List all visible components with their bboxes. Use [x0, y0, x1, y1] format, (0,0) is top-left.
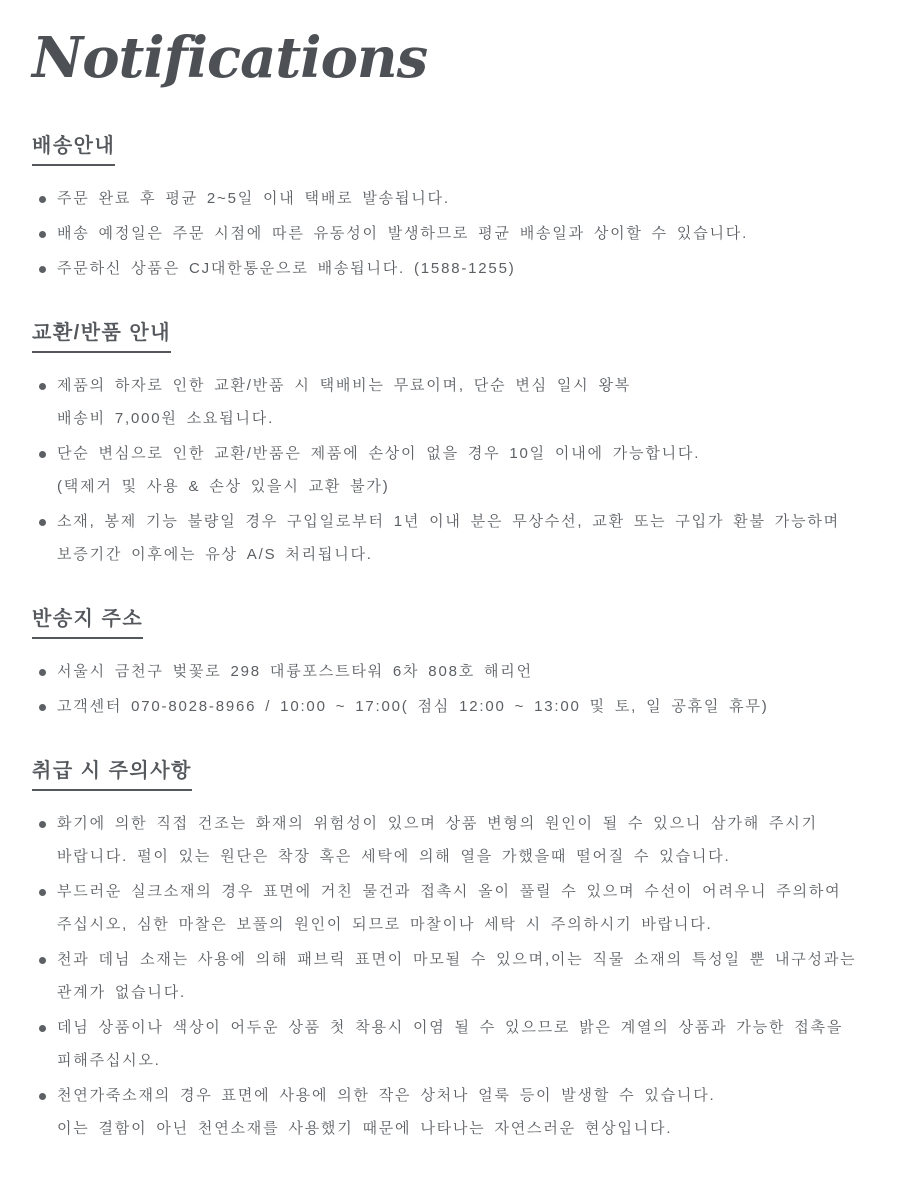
bullet-dot-icon	[39, 889, 46, 896]
text-line: 단순 변심으로 인한 교환/반품은 제품에 손상이 없을 경우 10일 이내에 가능합니다.	[57, 445, 701, 462]
bullet-text	[57, 943, 868, 1009]
bullet-dot-icon	[39, 266, 46, 273]
bullet-list	[32, 807, 868, 1145]
text-line: 소재, 봉제 기능 불량일 경우 구입일로부터 1년 이내 분은 무상수선, 교환 또는 구입가 환불 가능하며	[57, 513, 840, 530]
bullet-list	[32, 182, 868, 285]
list-item	[32, 943, 868, 1009]
text-line: 피해주십시오.	[57, 1052, 161, 1069]
bullet-text	[57, 807, 868, 873]
bullet-list	[32, 655, 868, 723]
bullet-dot-icon	[39, 821, 46, 828]
list-item	[32, 1011, 868, 1077]
bullet-dot-icon	[39, 957, 46, 964]
list-item	[32, 655, 868, 688]
bullet-text	[57, 369, 868, 435]
text-line: 바랍니다. 펄이 있는 원단은 착장 혹은 세탁에 의해 열을 가했을때 떨어질 수 있습니다.	[57, 848, 731, 865]
bullet-text	[57, 252, 868, 285]
text-line: 부드러운 실크소재의 경우 표면에 거친 물건과 접촉시 올이 풀릴 수 있으며 수선이 어려우니 주의하여	[57, 883, 842, 900]
list-item	[32, 437, 868, 503]
list-item	[32, 217, 868, 250]
bullet-text	[57, 182, 868, 215]
bullet-text	[57, 1079, 868, 1145]
text-line: 고객센터 070-8028-8966 / 10:00 ~ 17:00( 점심 12:00 ~ 13:00 및 토, 일 공휴일 휴무)	[57, 698, 769, 715]
text-line: 화기에 의한 직접 건조는 화재의 위험성이 있으며 상품 변형의 원인이 될 수 있으니 삼가해 주시기	[57, 815, 818, 832]
bullet-dot-icon	[39, 1093, 46, 1100]
section-title-return-address: 반송지 주소	[32, 607, 143, 639]
text-line: 보증기간 이후에는 유상 A/S 처리됩니다.	[57, 546, 373, 563]
text-line: 천과 데님 소재는 사용에 의해 패브릭 표면이 마모될 수 있으며,이는 직물 소재의 특성일 뿐 내구성과는	[57, 951, 857, 968]
section-handling-precautions	[32, 759, 868, 1145]
section-title-shipping: 배송안내	[32, 134, 115, 166]
bullet-text	[57, 1011, 868, 1077]
bullet-text	[57, 217, 868, 250]
text-line: 이는 결함이 아닌 천연소재를 사용했기 때문에 나타나는 자연스러운 현상입니다.	[57, 1120, 673, 1137]
text-line: 주문 완료 후 평균 2~5일 이내 택배로 발송됩니다.	[57, 190, 450, 207]
bullet-text	[57, 655, 868, 688]
bullet-text	[57, 437, 868, 503]
bullet-dot-icon	[39, 519, 46, 526]
section-exchange-return	[32, 321, 868, 571]
list-item	[32, 875, 868, 941]
text-line: 배송비 7,000원 소요됩니다.	[57, 410, 275, 427]
list-item	[32, 807, 868, 873]
list-item	[32, 690, 868, 723]
bullet-dot-icon	[39, 704, 46, 711]
section-return-address	[32, 607, 868, 723]
text-line: (택제거 및 사용 & 손상 있을시 교환 불가)	[57, 478, 390, 495]
bullet-dot-icon	[39, 231, 46, 238]
list-item	[32, 1079, 868, 1145]
section-title-handling-precautions: 취급 시 주의사항	[32, 759, 192, 791]
bullet-dot-icon	[39, 451, 46, 458]
section-shipping	[32, 134, 868, 285]
bullet-dot-icon	[39, 669, 46, 676]
bullet-list	[32, 369, 868, 571]
bullet-text	[57, 690, 868, 723]
bullet-text	[57, 875, 868, 941]
list-item	[32, 505, 868, 571]
text-line: 배송 예정일은 주문 시점에 따른 유동성이 발생하므로 평균 배송일과 상이할 수 있습니다.	[57, 225, 749, 242]
bullet-dot-icon	[39, 1025, 46, 1032]
sections-container	[32, 134, 868, 1145]
text-line: 주십시오, 심한 마찰은 보풀의 원인이 되므로 마찰이나 세탁 시 주의하시기 바랍니다.	[57, 916, 713, 933]
bullet-dot-icon	[39, 383, 46, 390]
bullet-dot-icon	[39, 196, 46, 203]
text-line: 관계가 없습니다.	[57, 984, 186, 1001]
text-line: 주문하신 상품은 CJ대한통운으로 배송됩니다. (1588-1255)	[57, 260, 516, 277]
bullet-text	[57, 505, 868, 571]
list-item	[32, 182, 868, 215]
page-title: Notifications	[32, 25, 428, 91]
text-line: 제품의 하자로 인한 교환/반품 시 택배비는 무료이며, 단순 변심 일시 왕복	[57, 377, 632, 394]
section-title-exchange-return: 교환/반품 안내	[32, 321, 171, 353]
text-line: 천연가죽소재의 경우 표면에 사용에 의한 작은 상처나 얼룩 등이 발생할 수 있습니다.	[57, 1087, 716, 1104]
list-item	[32, 252, 868, 285]
text-line: 서울시 금천구 벚꽃로 298 대륭포스트타워 6차 808호 해리언	[57, 663, 533, 680]
text-line: 데님 상품이나 색상이 어두운 상품 첫 착용시 이염 될 수 있으므로 밝은 계열의 상품과 가능한 접촉을	[57, 1019, 844, 1036]
list-item	[32, 369, 868, 435]
